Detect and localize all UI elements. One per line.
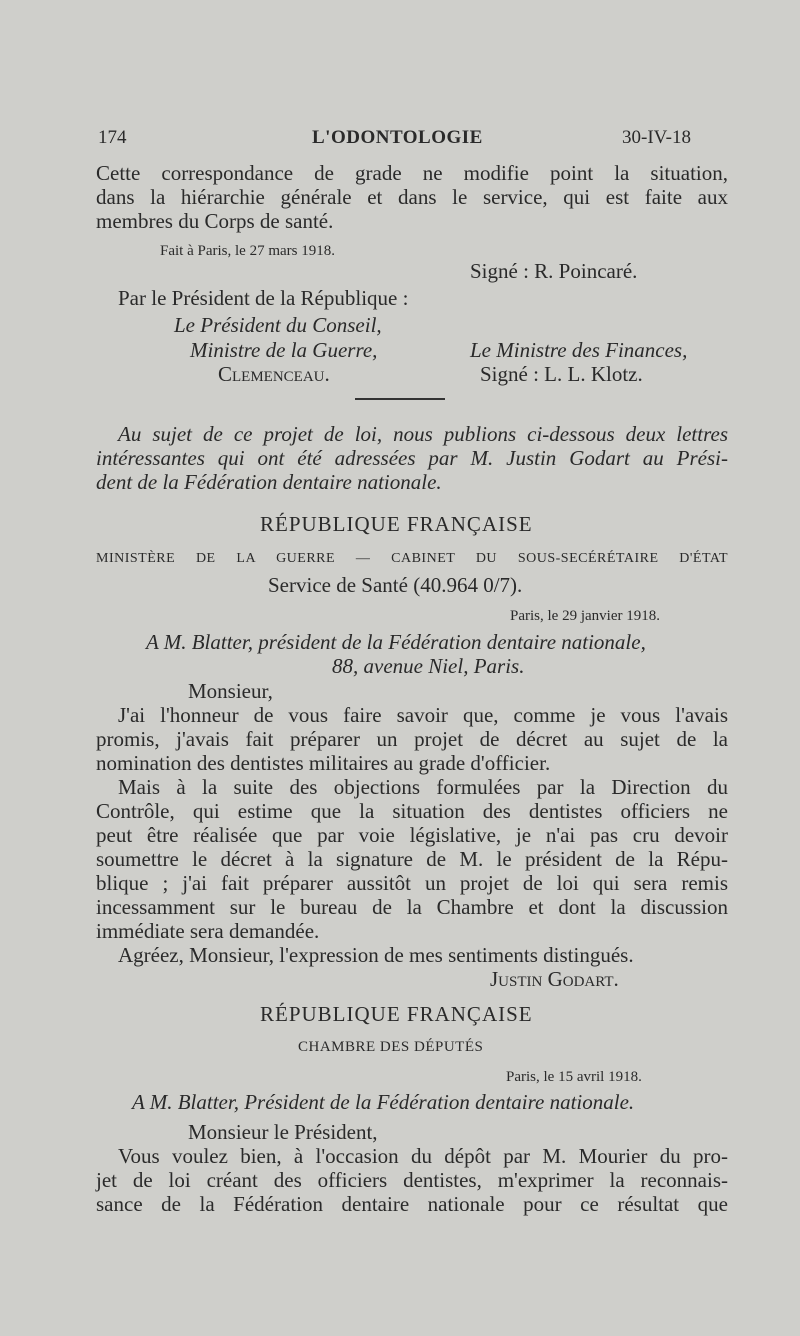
intro-line-3: dent de la Fédération dentaire nationale. xyxy=(96,470,442,494)
letter1-service: Service de Santé (40.964 0/7). xyxy=(268,573,523,597)
page-number: 174 xyxy=(98,127,127,148)
decree-line-2: dans la hiérarchie générale et dans le service, qui est faite aux xyxy=(96,185,728,209)
letter2-body-3: sance de la Fédération dentaire nationale pour ce résultat que xyxy=(96,1192,728,1216)
running-title: L'ODONTOLOGIE xyxy=(312,127,483,148)
letter1-body-6: peut être réalisée que par voie législative, je n'ai pas cru devoir xyxy=(96,823,728,847)
right-signatory-role: Le Ministre des Finances, xyxy=(470,338,688,362)
decree-line-3: membres du Corps de santé. xyxy=(96,209,334,233)
decree-line-1: Cette correspondance de grade ne modifie point la situation, xyxy=(96,161,728,185)
letter2-date: Paris, le 15 avril 1918. xyxy=(506,1069,642,1085)
intro-line-2: intéressantes qui ont été adressées par M. Justin Godart au Prési- xyxy=(96,446,728,470)
header-date: 30-IV-18 xyxy=(622,127,691,148)
intro-line-1: Au sujet de ce projet de loi, nous publions ci-dessous deux lettres xyxy=(118,422,728,446)
left-signatory-name: Clemenceau. xyxy=(218,362,330,386)
letter1-body-10: immédiate sera demandée. xyxy=(96,919,320,943)
letter1-date: Paris, le 29 janvier 1918. xyxy=(510,608,660,624)
letter1-body-2: promis, j'avais fait préparer un projet de décret au sujet de la xyxy=(96,727,728,751)
letter1-body-3: nomination des dentistes militaires au grade d'officier. xyxy=(96,751,551,775)
letter1-ministere: MINISTÈRE DE LA GUERRE — CABINET DU SOUS-SECÉRÉTAIRE D'ÉTAT xyxy=(96,551,728,566)
letter1-signature: Justin Godart. xyxy=(490,967,619,991)
letter2-chambre: CHAMBRE DES DÉPUTÉS xyxy=(298,1039,484,1055)
letter1-body-9: incessamment sur le bureau de la Chambre et dont la discussion xyxy=(96,895,728,919)
right-signatory-name: Signé : L. L. Klotz. xyxy=(480,362,643,386)
letter2-republique: RÉPUBLIQUE FRANÇAISE xyxy=(260,1002,533,1026)
letter1-addressee-1: A M. Blatter, président de la Fédération dentaire nationale, xyxy=(146,630,646,654)
left-signatory-title: Le Président du Conseil, xyxy=(174,313,382,337)
letter1-body-1: J'ai l'honneur de vous faire savoir que, comme je vous l'avais xyxy=(118,703,728,727)
letter2-salutation: Monsieur le Président, xyxy=(188,1120,378,1144)
letter1-body-4: Mais à la suite des objections formulées par la Direction du xyxy=(118,775,728,799)
letter1-addressee-2: 88, avenue Niel, Paris. xyxy=(332,654,525,678)
signature-poincare: Signé : R. Poincaré. xyxy=(470,259,638,283)
left-signatory-role: Ministre de la Guerre, xyxy=(190,338,378,362)
par-le-president: Par le Président de la République : xyxy=(118,286,409,310)
letter1-salutation: Monsieur, xyxy=(188,679,273,703)
letter1-republique: RÉPUBLIQUE FRANÇAISE xyxy=(260,512,533,536)
letter2-body-1: Vous voulez bien, à l'occasion du dépôt par M. Mourier du pro- xyxy=(118,1144,728,1168)
letter1-body-8: blique ; j'ai fait préparer aussitôt un projet de loi qui sera remis xyxy=(96,871,728,895)
letter1-closing: Agréez, Monsieur, l'expression de mes sentiments distingués. xyxy=(118,943,634,967)
section-divider xyxy=(355,398,445,400)
letter2-addressee: A M. Blatter, Président de la Fédération dentaire nationale. xyxy=(132,1090,635,1114)
letter1-body-5: Contrôle, qui estime que la situation des dentistes officiers ne xyxy=(96,799,728,823)
letter2-body-2: jet de loi créant des officiers dentistes, m'exprimer la reconnais- xyxy=(96,1168,728,1192)
decree-date: Fait à Paris, le 27 mars 1918. xyxy=(160,243,335,259)
letter1-body-7: soumettre le décret à la signature de M. le président de la Répu- xyxy=(96,847,728,871)
